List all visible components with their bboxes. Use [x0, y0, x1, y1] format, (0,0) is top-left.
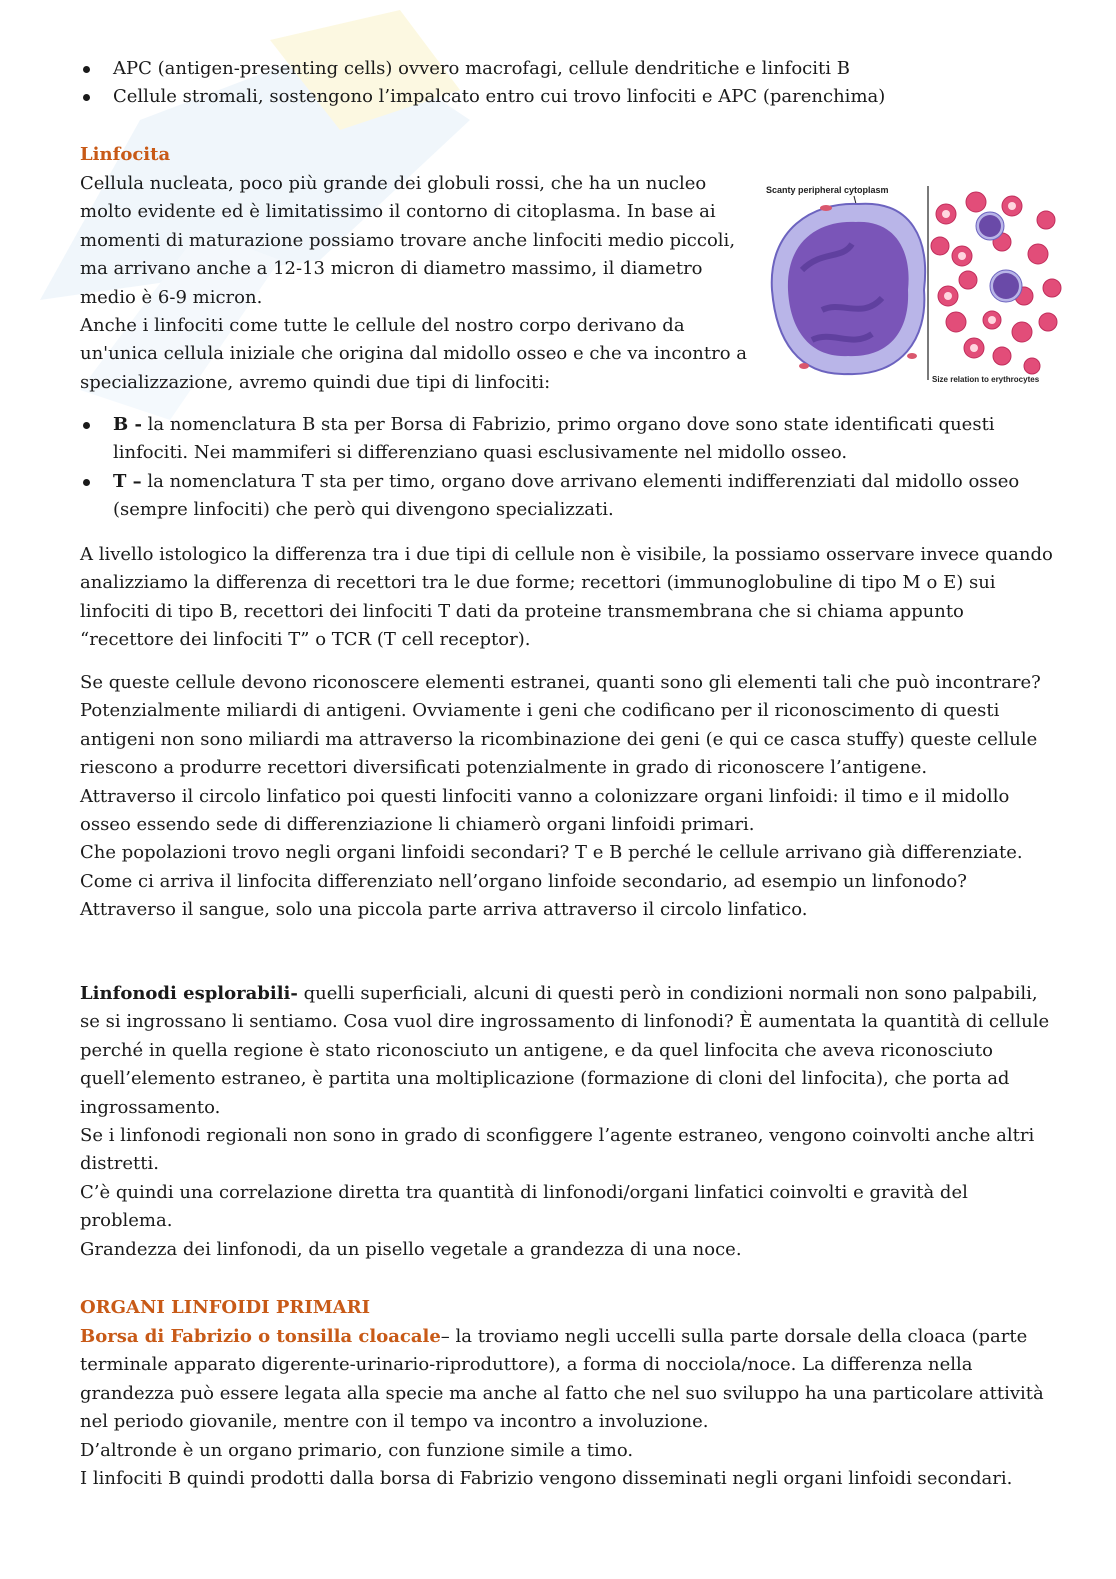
list-item [80, 83, 1040, 111]
bullet-icon [83, 479, 90, 486]
paragraph-block-linfonodi [80, 980, 1060, 1264]
section-heading-primari: ORGANI LINFOIDI PRIMARI [80, 1297, 371, 1318]
list-item-lead: T – [113, 470, 142, 492]
figure-label-erythrocytes: Size relation to erythrocytes [932, 375, 1040, 384]
paragraph-line: D’altronde è un organo primario, con funzione simile a timo. [80, 1439, 634, 1461]
lymphocyte-figure [762, 180, 1062, 392]
paragraph-line: Come ci arriva il linfocita differenziato nell’organo linfoide secondario, ad esempio un linfonodo? [80, 870, 967, 892]
paragraph-text: – la troviamo negli uccelli sulla parte dorsale della cloaca (parte terminale apparato digerente-urinario-riproduttore), a forma di nocciola/noce. La differenza nella grandezza può essere legata alla specie ma anche al fatto che nel suo sviluppo ha una particolare attività nel periodo giovanile, mentre con il tempo va incontro a involuzione. [80, 1326, 1044, 1433]
paragraph-line: Che popolazioni trovo negli organi linfoidi secondari? T e B perché le cellule arrivano già differenziate. [80, 842, 1023, 864]
paragraph-line: Se i linfonodi regionali non sono in grado di sconfiggere l’agente estraneo, vengono coinvolti anche altri distretti. [80, 1125, 1035, 1175]
paragraph-block-borsa [80, 1323, 1060, 1493]
figure-label-cytoplasm: Scanty peripheral cytoplasm [766, 185, 889, 195]
list-item-text: Cellule stromali, sostengono l’impalcato entro cui trovo linfociti e APC (parenchima) [113, 86, 886, 108]
list-item-t [80, 468, 1060, 525]
paragraph-istologico: A livello istologico la differenza tra i due tipi di cellule non è visibile, la possiamo osservare invece quando analizziamo la differenza di recettori tra le due forme; recettori (immunoglobuline di tipo M o E) sui linfociti di tipo B, recettori dei linfociti T dati da proteine transmembrana che si chiama appunto “recettore dei linfociti T” o TCR (T cell receptor). [80, 544, 1053, 651]
list-item-text: APC (antigen-presenting cells) ovvero macrofagi, cellule dendritiche e linfociti B [113, 58, 850, 79]
paragraph-line [80, 980, 1060, 1122]
paragraph-line: C’è quindi una correlazione diretta tra quantità di linfonodi/organi linfatici coinvolti e gravità del problema. [80, 1181, 968, 1232]
section-heading-linfocita: Linfocita [80, 144, 171, 165]
list-item-text: la nomenclatura T sta per timo, organo dove arrivano elementi indifferenziati dal midollo osseo (sempre linfociti) che però qui divengono specializzati. [113, 470, 1020, 521]
paragraph-line [80, 1323, 1060, 1437]
paragraph-line: Attraverso il circolo linfatico poi questi linfociti vanno a colonizzare organi linfoidi: il timo e il midollo osseo essendo sede di differenziazione li chiamerò organi linfoidi primari. [80, 785, 1010, 836]
list-item-b [80, 411, 1060, 468]
lymphocyte-types-list [80, 411, 1060, 525]
paragraph-line: I linfociti B quindi prodotti dalla borsa di Fabrizio vengono disseminati negli organi linfoidi secondari. [80, 1468, 1013, 1490]
paragraph-block-cellule [80, 669, 1060, 925]
paragraph-linfocita-origin: Anche i linfociti come tutte le cellule del nostro corpo derivano da un'unica cellula iniziale che origina dal midollo osseo e che va incontro a specializzazione, avremo quindi due tipi di linfociti: [80, 315, 747, 393]
bullet-icon [83, 94, 90, 101]
inline-heading: Borsa di Fabrizio o tonsilla cloacale [80, 1326, 441, 1347]
intro-bullet-list [80, 55, 1040, 112]
paragraph-text: quelli superficiali, alcuni di questi però in condizioni normali non sono palpabili, se si ingrossano li sentiamo. Cosa vuol dire ingrossamento di linfonodi? È aumentata la quantità di cellule perché in quella regione è stato riconosciuto un antigene, e da quel linfocita che aveva riconosciuto quell’elemento estraneo, è partita una moltiplicazione (formazione di cloni del linfocita), che porta ad ingrossamento. [80, 983, 1050, 1118]
paragraph-linfocita-intro: Cellula nucleata, poco più grande dei globuli rossi, che ha un nucleo molto evidente ed è limitatissimo il contorno di citoplasma. In base ai momenti di maturazione possiamo trovare anche linfociti medio piccoli, ma arrivano anche a 12-13 micron di diametro massimo, il diametro medio è 6-9 micron. [80, 173, 736, 308]
bullet-icon [83, 422, 90, 429]
paragraph-line: Attraverso il sangue, solo una piccola parte arriva attraverso il circolo linfatico. [80, 899, 808, 921]
paragraph-line: Grandezza dei linfonodi, da un pisello vegetale a grandezza di una noce. [80, 1238, 742, 1260]
bullet-icon [83, 66, 90, 73]
inline-heading: Linfonodi esplorabili- [80, 983, 298, 1004]
paragraph-line: Se queste cellule devono riconoscere elementi estranei, quanti sono gli elementi tali che può incontrare? Potenzialmente miliardi di antigeni. Ovviamente i geni che codificano per il riconoscimento di questi antigeni non sono miliardi ma attraverso la ricombinazione dei geni (e qui ce casca stuffy) queste cellule riescono a produrre recettori diversificati potenzialmente in grado di riconoscere l’antigene. [80, 672, 1041, 779]
list-item [80, 55, 1040, 83]
list-item-lead: B - [113, 414, 142, 435]
list-item-text: la nomenclatura B sta per Borsa di Fabrizio, primo organo dove sono state identificati questi linfociti. Nei mammiferi si differenziano quasi esclusivamente nel midollo osseo. [113, 414, 995, 464]
